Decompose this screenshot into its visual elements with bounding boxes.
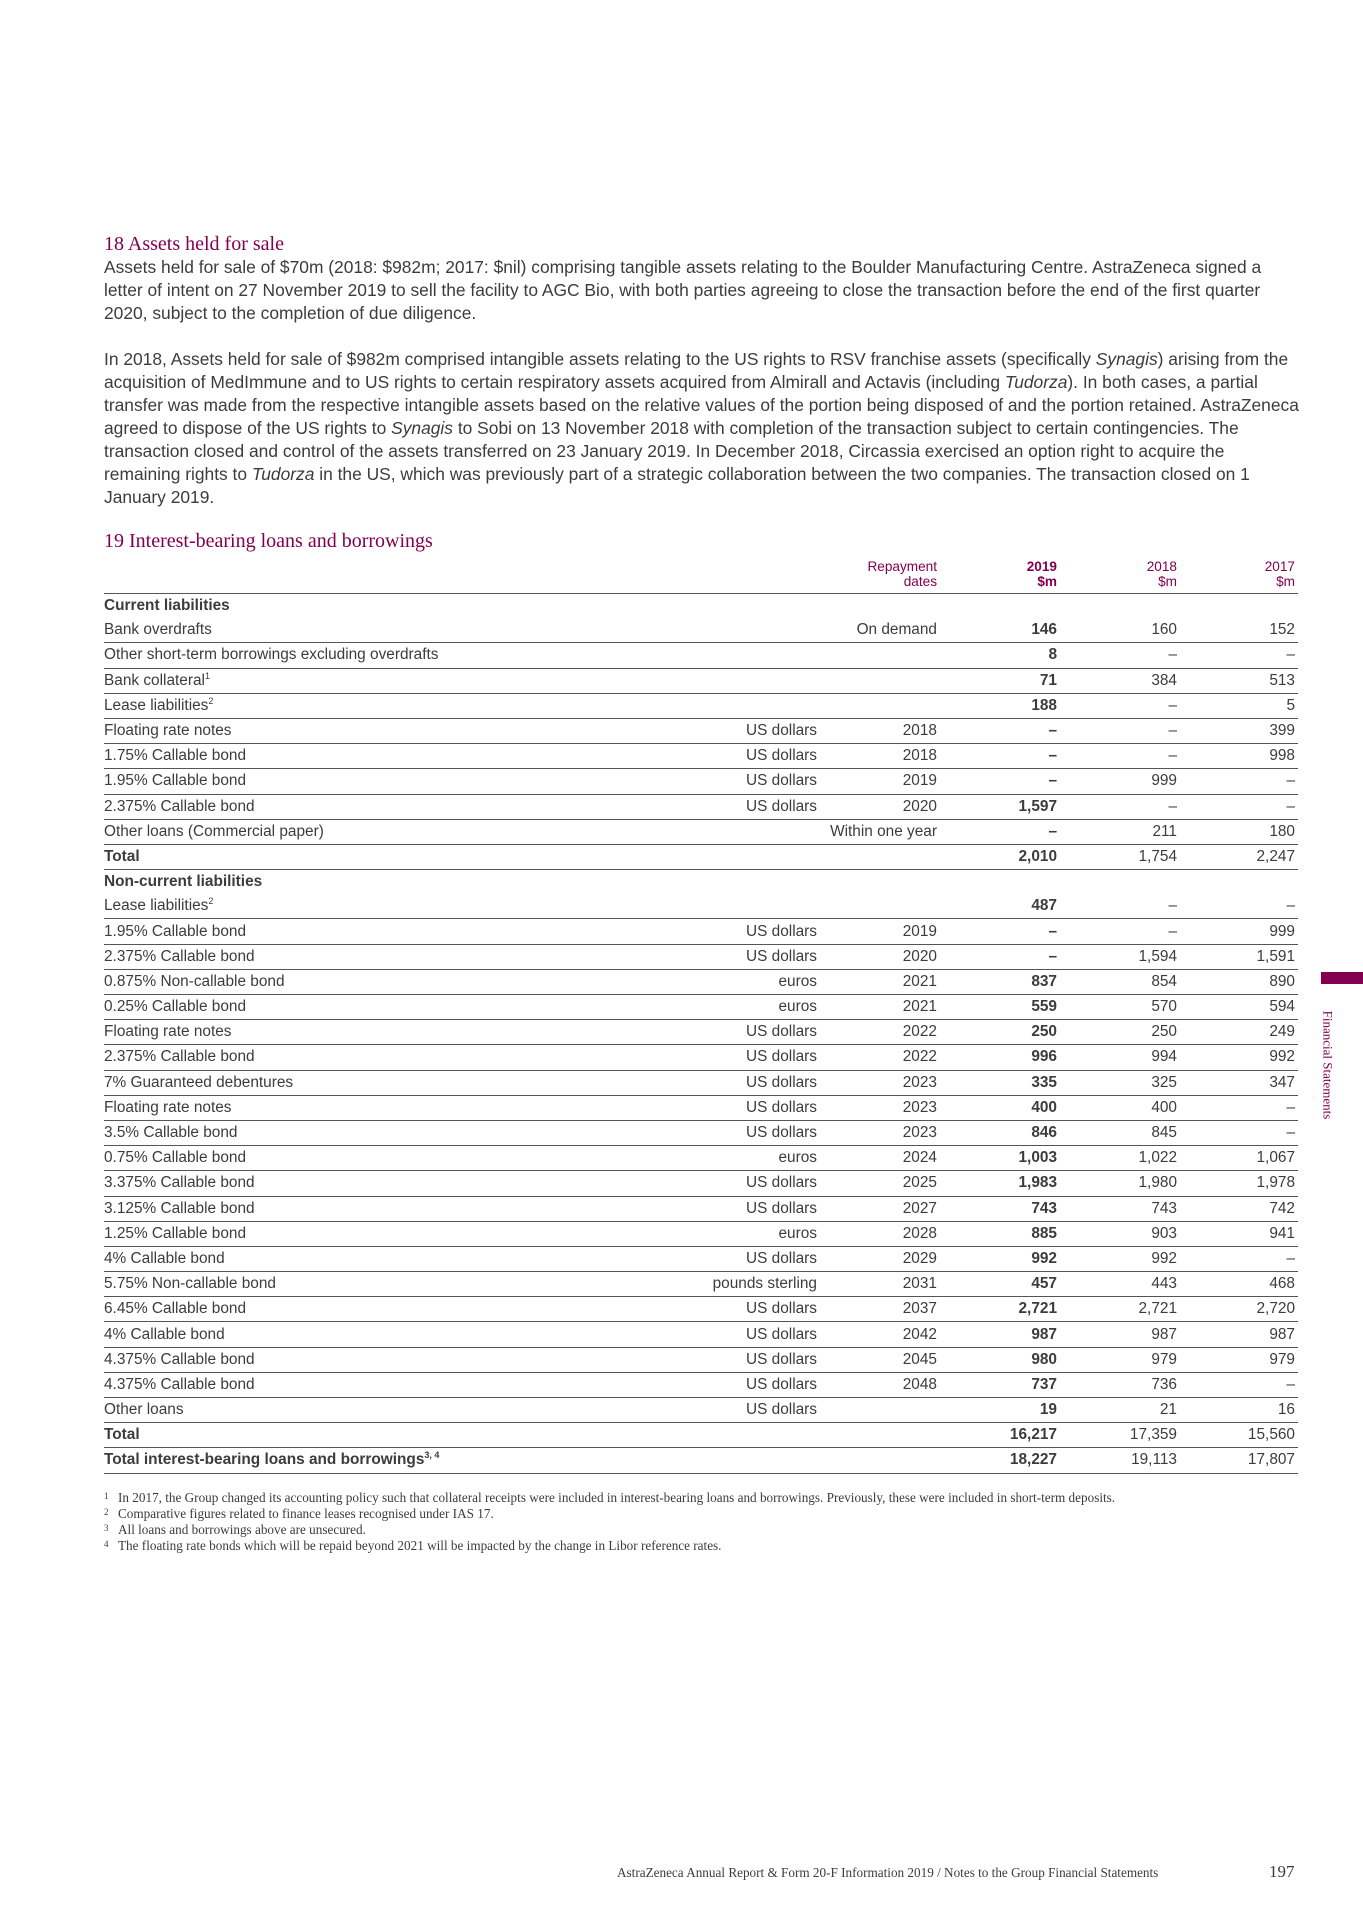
table-row (104, 1171, 1298, 1196)
row-value-2018: – (1060, 718, 1180, 743)
table-row (104, 1045, 1298, 1070)
loans-table (104, 557, 1298, 1474)
header-2019: 2019 $m (940, 557, 1060, 594)
footnote-text: The floating rate bonds which will be repaid beyond 2021 will be impacted by the change in Libor reference rates. (118, 1538, 722, 1553)
non-current-total-row (104, 1423, 1298, 1448)
row-value-2017: 594 (1180, 995, 1298, 1020)
table-header-row (104, 557, 1298, 594)
total-value-2017: 2,247 (1180, 844, 1298, 869)
table-row (104, 1246, 1298, 1271)
row-currency: US dollars (664, 769, 820, 794)
row-currency (664, 643, 820, 668)
total-value-2019: 2,010 (940, 844, 1060, 869)
row-value-2019: 885 (940, 1221, 1060, 1246)
row-currency: US dollars (664, 794, 820, 819)
total-value-2017: 15,560 (1180, 1423, 1298, 1448)
page-footer: AstraZeneca Annual Report & Form 20-F Information 2019 / Notes to the Group Financial Statements (617, 1865, 1159, 1880)
row-description: Other loans (104, 1398, 664, 1423)
row-repayment-date: 2031 (820, 1272, 940, 1297)
row-value-2017: 2,720 (1180, 1297, 1298, 1322)
row-value-2017: 1,067 (1180, 1146, 1298, 1171)
table-row (104, 1020, 1298, 1045)
row-value-2017: 987 (1180, 1322, 1298, 1347)
row-repayment-date: 2021 (820, 995, 940, 1020)
current-liabilities-heading: Current liabilities (104, 597, 230, 615)
row-description: Other loans (Commercial paper) (104, 819, 664, 844)
row-value-2019: 987 (940, 1322, 1060, 1347)
row-value-2018: 443 (1060, 1272, 1180, 1297)
row-value-2018: – (1060, 794, 1180, 819)
table-row (104, 668, 1298, 693)
row-value-2018: 845 (1060, 1120, 1180, 1145)
row-currency: US dollars (664, 1045, 820, 1070)
row-value-2017: 399 (1180, 718, 1298, 743)
row-value-2018: – (1060, 693, 1180, 718)
row-value-2019: 400 (940, 1095, 1060, 1120)
row-description: Floating rate notes (104, 718, 664, 743)
row-repayment-date: 2024 (820, 1146, 940, 1171)
row-description: 1.95% Callable bond (104, 769, 664, 794)
row-value-2019: 743 (940, 1196, 1060, 1221)
grand-total-row (104, 1448, 1298, 1473)
row-repayment-date: 2023 (820, 1120, 940, 1145)
row-value-2018: 21 (1060, 1398, 1180, 1423)
row-value-2018: 743 (1060, 1196, 1180, 1221)
table-row (104, 1398, 1298, 1423)
table-row (104, 769, 1298, 794)
row-repayment-date: On demand (820, 618, 940, 643)
table-row (104, 1347, 1298, 1372)
row-repayment-date: 2022 (820, 1020, 940, 1045)
header-repayment-dates: Repayment dates (820, 557, 940, 594)
row-currency (664, 1448, 820, 1473)
row-value-2018: – (1060, 643, 1180, 668)
row-repayment-date: 2028 (820, 1221, 940, 1246)
row-value-2018: 570 (1060, 995, 1180, 1020)
row-description: 5.75% Non-callable bond (104, 1272, 664, 1297)
footnote-ref: 2 (208, 695, 214, 706)
total-value-2018: 19,113 (1060, 1448, 1180, 1473)
row-description: 0.875% Non-callable bond (104, 969, 664, 994)
table-row (104, 894, 1298, 919)
non-current-liabilities-heading: Non-current liabilities (104, 873, 263, 891)
row-repayment-date: 2037 (820, 1297, 940, 1322)
row-value-2019: 992 (940, 1246, 1060, 1271)
current-total-row (104, 844, 1298, 869)
row-repayment-date (820, 1448, 940, 1473)
row-value-2019: 250 (940, 1020, 1060, 1045)
row-value-2018: 1,594 (1060, 944, 1180, 969)
row-value-2019: 8 (940, 643, 1060, 668)
row-value-2017: 5 (1180, 693, 1298, 718)
row-repayment-date (820, 693, 940, 718)
footnote-number: 2 (104, 1507, 109, 1517)
footnote (104, 1506, 1304, 1522)
row-currency: US dollars (664, 1372, 820, 1397)
section-19-title: 19 Interest-bearing loans and borrowings (104, 530, 433, 552)
row-value-2017: 742 (1180, 1196, 1298, 1221)
section-18-paragraph-1: Assets held for sale of $70m (2018: $982m; 2017: $nil) comprising tangible assets relating to the Boulder Manufacturing Centre. AstraZeneca signed a letter of intent on 27 November 2019 to sell the facility to AGC Bio, with both parties agreeing to close the transaction before the end of the first quarter 2020, subject to the completion of due diligence. (104, 257, 1262, 323)
row-description: 2.375% Callable bond (104, 944, 664, 969)
page-number: 197 (1269, 1862, 1295, 1881)
row-currency (664, 668, 820, 693)
row-description: 2.375% Callable bond (104, 1045, 664, 1070)
row-currency (664, 819, 820, 844)
row-currency: US dollars (664, 944, 820, 969)
row-value-2017: 890 (1180, 969, 1298, 994)
row-value-2017: 979 (1180, 1347, 1298, 1372)
row-repayment-date: 2022 (820, 1045, 940, 1070)
row-description: 0.25% Callable bond (104, 995, 664, 1020)
row-description: Total (104, 844, 664, 869)
row-repayment-date: 2018 (820, 744, 940, 769)
row-description: 4.375% Callable bond (104, 1347, 664, 1372)
row-repayment-date: 2020 (820, 944, 940, 969)
footnote-text: All loans and borrowings above are unsecured. (118, 1522, 366, 1537)
row-value-2017: 513 (1180, 668, 1298, 693)
para2-italic-synagis: Synagis (1095, 349, 1158, 369)
row-value-2018: 1,980 (1060, 1171, 1180, 1196)
row-currency: US dollars (664, 1196, 820, 1221)
row-description: Floating rate notes (104, 1095, 664, 1120)
row-repayment-date (820, 1398, 940, 1423)
row-value-2017: 249 (1180, 1020, 1298, 1045)
row-description: 3.125% Callable bond (104, 1196, 664, 1221)
table-row (104, 1070, 1298, 1095)
row-repayment-date: 2020 (820, 794, 940, 819)
row-value-2017: 999 (1180, 919, 1298, 944)
row-value-2018: 987 (1060, 1322, 1180, 1347)
table-row (104, 794, 1298, 819)
row-value-2017: – (1180, 769, 1298, 794)
row-repayment-date: 2045 (820, 1347, 940, 1372)
row-repayment-date: 2021 (820, 969, 940, 994)
row-currency: euros (664, 969, 820, 994)
row-currency (664, 894, 820, 919)
table-row (104, 919, 1298, 944)
row-currency: US dollars (664, 1171, 820, 1196)
row-value-2018: 999 (1060, 769, 1180, 794)
footnote-number: 4 (104, 1539, 109, 1549)
row-value-2019: 737 (940, 1372, 1060, 1397)
row-value-2019: 846 (940, 1120, 1060, 1145)
row-description: 3.375% Callable bond (104, 1171, 664, 1196)
footnote-ref: 2 (208, 896, 214, 907)
row-repayment-date: 2023 (820, 1095, 940, 1120)
row-currency: pounds sterling (664, 1272, 820, 1297)
table-row (104, 1297, 1298, 1322)
row-value-2019: 188 (940, 693, 1060, 718)
header-2017: 2017 $m (1180, 557, 1298, 594)
row-repayment-date: Within one year (820, 819, 940, 844)
para2-text: in the US, which was previously part of a strategic collaboration between the two companies. The transaction closed on 1 January 2019. (104, 464, 1250, 507)
footnote-number: 1 (104, 1491, 109, 1501)
row-value-2018: 2,721 (1060, 1297, 1180, 1322)
row-currency: US dollars (664, 1120, 820, 1145)
header-2018: 2018 $m (1060, 557, 1180, 594)
row-currency: US dollars (664, 1070, 820, 1095)
row-value-2018: 250 (1060, 1020, 1180, 1045)
row-value-2017: – (1180, 1372, 1298, 1397)
footnote-ref: 1 (204, 670, 210, 681)
table-row (104, 1272, 1298, 1297)
row-description: Other short-term borrowings excluding overdrafts (104, 643, 664, 668)
total-value-2019: 16,217 (940, 1423, 1060, 1448)
row-value-2019: 980 (940, 1347, 1060, 1372)
row-currency: US dollars (664, 744, 820, 769)
row-description: Floating rate notes (104, 1020, 664, 1045)
row-value-2017: 941 (1180, 1221, 1298, 1246)
row-value-2018: 384 (1060, 668, 1180, 693)
row-value-2018: 979 (1060, 1347, 1180, 1372)
row-value-2018: 994 (1060, 1045, 1180, 1070)
total-value-2018: 1,754 (1060, 844, 1180, 869)
footnote-number: 3 (104, 1523, 109, 1533)
row-repayment-date: 2027 (820, 1196, 940, 1221)
row-value-2018: 903 (1060, 1221, 1180, 1246)
row-value-2018: – (1060, 744, 1180, 769)
row-value-2019: 559 (940, 995, 1060, 1020)
table-row (104, 618, 1298, 643)
para2-italic-synagis: Synagis (391, 418, 453, 438)
row-value-2018: – (1060, 894, 1180, 919)
row-currency (664, 618, 820, 643)
row-value-2019: – (940, 819, 1060, 844)
row-value-2018: 160 (1060, 618, 1180, 643)
row-value-2018: – (1060, 919, 1180, 944)
row-value-2019: – (940, 718, 1060, 743)
side-section-label: Financial Statements (1320, 1010, 1336, 1120)
row-value-2017: 1,591 (1180, 944, 1298, 969)
section-18-paragraph-2 (104, 348, 1299, 509)
row-value-2017: 347 (1180, 1070, 1298, 1095)
table-row (104, 995, 1298, 1020)
table-row (104, 718, 1298, 743)
row-value-2017: 152 (1180, 618, 1298, 643)
section-tab-marker (1321, 972, 1363, 984)
row-value-2019: 1,597 (940, 794, 1060, 819)
row-value-2017: – (1180, 1246, 1298, 1271)
row-currency: US dollars (664, 1246, 820, 1271)
row-value-2017: 998 (1180, 744, 1298, 769)
row-repayment-date (820, 668, 940, 693)
row-value-2019: 2,721 (940, 1297, 1060, 1322)
row-description: Lease liabilities$^2$ (104, 894, 664, 919)
row-description: 7% Guaranteed debentures (104, 1070, 664, 1095)
table-row (104, 819, 1298, 844)
row-value-2019: 1,003 (940, 1146, 1060, 1171)
row-description: Bank overdrafts (104, 618, 664, 643)
row-currency: US dollars (664, 1020, 820, 1045)
row-value-2019: 1,983 (940, 1171, 1060, 1196)
para2-text: to Sobi on 13 November 2018 with completion of the transaction subject to certain contingencies. The transaction closed and control of the assets transferred on 23 January 2019. In December 2018, Circassia exercised an option right to acquire the remaining rights to (104, 418, 1239, 484)
footnote (104, 1490, 1304, 1506)
row-description: 0.75% Callable bond (104, 1146, 664, 1171)
row-value-2019: 71 (940, 668, 1060, 693)
row-currency (664, 693, 820, 718)
total-value-2018: 17,359 (1060, 1423, 1180, 1448)
footnote-text: Comparative figures related to finance leases recognised under IAS 17. (118, 1506, 494, 1521)
row-description: 3.5% Callable bond (104, 1120, 664, 1145)
table-row (104, 1120, 1298, 1145)
table-row (104, 1146, 1298, 1171)
footnote-ref: 3, 4 (424, 1450, 440, 1461)
row-value-2017: – (1180, 1095, 1298, 1120)
row-repayment-date (820, 643, 940, 668)
row-repayment-date: 2019 (820, 919, 940, 944)
row-value-2019: 487 (940, 894, 1060, 919)
row-value-2018: 211 (1060, 819, 1180, 844)
row-value-2019: 837 (940, 969, 1060, 994)
row-currency: US dollars (664, 1322, 820, 1347)
footnote-text: In 2017, the Group changed its accounting policy such that collateral receipts were included in interest-bearing loans and borrowings. Previously, these were included in short-term deposits. (118, 1490, 1116, 1505)
row-repayment-date (820, 894, 940, 919)
row-currency: euros (664, 1146, 820, 1171)
row-value-2017: 1,978 (1180, 1171, 1298, 1196)
row-value-2019: – (940, 769, 1060, 794)
row-currency: US dollars (664, 1297, 820, 1322)
row-repayment-date: 2048 (820, 1372, 940, 1397)
row-value-2017: – (1180, 643, 1298, 668)
row-value-2019: 996 (940, 1045, 1060, 1070)
row-description: 1.95% Callable bond (104, 919, 664, 944)
row-value-2019: – (940, 944, 1060, 969)
row-description: 4% Callable bond (104, 1322, 664, 1347)
row-currency: US dollars (664, 1347, 820, 1372)
table-row (104, 1322, 1298, 1347)
row-description: 2.375% Callable bond (104, 794, 664, 819)
row-repayment-date: 2042 (820, 1322, 940, 1347)
para2-text: ) arising from the acquisition of MedImmune and to US rights to certain respiratory assets acquired from Almirall and Actavis (including (104, 349, 1289, 392)
row-description: Total (104, 1423, 664, 1448)
para2-italic-tudorza: Tudorza (1004, 372, 1068, 392)
row-value-2019: – (940, 744, 1060, 769)
table-row (104, 1372, 1298, 1397)
section-18-title: 18 Assets held for sale (104, 233, 284, 255)
row-value-2017: – (1180, 794, 1298, 819)
row-currency: euros (664, 1221, 820, 1246)
footnote (104, 1522, 1304, 1538)
row-repayment-date: 2018 (820, 718, 940, 743)
row-value-2019: 146 (940, 618, 1060, 643)
row-currency: US dollars (664, 1095, 820, 1120)
para2-text: In 2018, Assets held for sale of $982m comprised intangible assets relating to the US rights to RSV franchise assets (specifically (104, 349, 1096, 369)
table-row (104, 969, 1298, 994)
row-description: Total interest-bearing loans and borrowings$^{3, 4}$ (104, 1448, 664, 1473)
row-currency (664, 1423, 820, 1448)
table-row (104, 1095, 1298, 1120)
table-row (104, 693, 1298, 718)
row-repayment-date: 2023 (820, 1070, 940, 1095)
row-currency (664, 844, 820, 869)
row-currency: US dollars (664, 718, 820, 743)
row-value-2017: 16 (1180, 1398, 1298, 1423)
row-description: 4% Callable bond (104, 1246, 664, 1271)
row-value-2017: 180 (1180, 819, 1298, 844)
total-value-2019: 18,227 (940, 1448, 1060, 1473)
table-row (104, 643, 1298, 668)
header-description (104, 557, 664, 594)
row-value-2018: 854 (1060, 969, 1180, 994)
row-value-2018: 736 (1060, 1372, 1180, 1397)
row-description: Lease liabilities$^2$ (104, 693, 664, 718)
row-repayment-date (820, 844, 940, 869)
row-repayment-date: 2019 (820, 769, 940, 794)
row-value-2019: 457 (940, 1272, 1060, 1297)
footnote (104, 1538, 1304, 1554)
row-value-2017: 992 (1180, 1045, 1298, 1070)
total-value-2017: 17,807 (1180, 1448, 1298, 1473)
para2-italic-tudorza: Tudorza (251, 464, 315, 484)
row-repayment-date: 2025 (820, 1171, 940, 1196)
row-value-2019: – (940, 919, 1060, 944)
row-description: 1.75% Callable bond (104, 744, 664, 769)
row-currency: US dollars (664, 1398, 820, 1423)
row-currency: euros (664, 995, 820, 1020)
table-row (104, 1221, 1298, 1246)
row-value-2018: 1,022 (1060, 1146, 1180, 1171)
row-description: 4.375% Callable bond (104, 1372, 664, 1397)
table-row (104, 744, 1298, 769)
table-row (104, 944, 1298, 969)
row-value-2018: 325 (1060, 1070, 1180, 1095)
row-value-2019: 335 (940, 1070, 1060, 1095)
para2-text: ). In both cases, a partial transfer was made from the respective intangible assets based on the relative values of the portion being disposed of and the portion retained. AstraZeneca agreed to dispose of the US rights to (104, 372, 1299, 438)
row-currency: US dollars (664, 919, 820, 944)
row-value-2017: 468 (1180, 1272, 1298, 1297)
row-description: 1.25% Callable bond (104, 1221, 664, 1246)
row-description: Bank collateral$^1$ (104, 668, 664, 693)
header-currency (664, 557, 820, 594)
table-row (104, 1196, 1298, 1221)
row-value-2018: 400 (1060, 1095, 1180, 1120)
row-description: 6.45% Callable bond (104, 1297, 664, 1322)
row-repayment-date (820, 1423, 940, 1448)
footnotes (104, 1490, 1304, 1554)
row-repayment-date: 2029 (820, 1246, 940, 1271)
row-value-2019: 19 (940, 1398, 1060, 1423)
row-value-2017: – (1180, 894, 1298, 919)
row-value-2018: 992 (1060, 1246, 1180, 1271)
row-value-2017: – (1180, 1120, 1298, 1145)
